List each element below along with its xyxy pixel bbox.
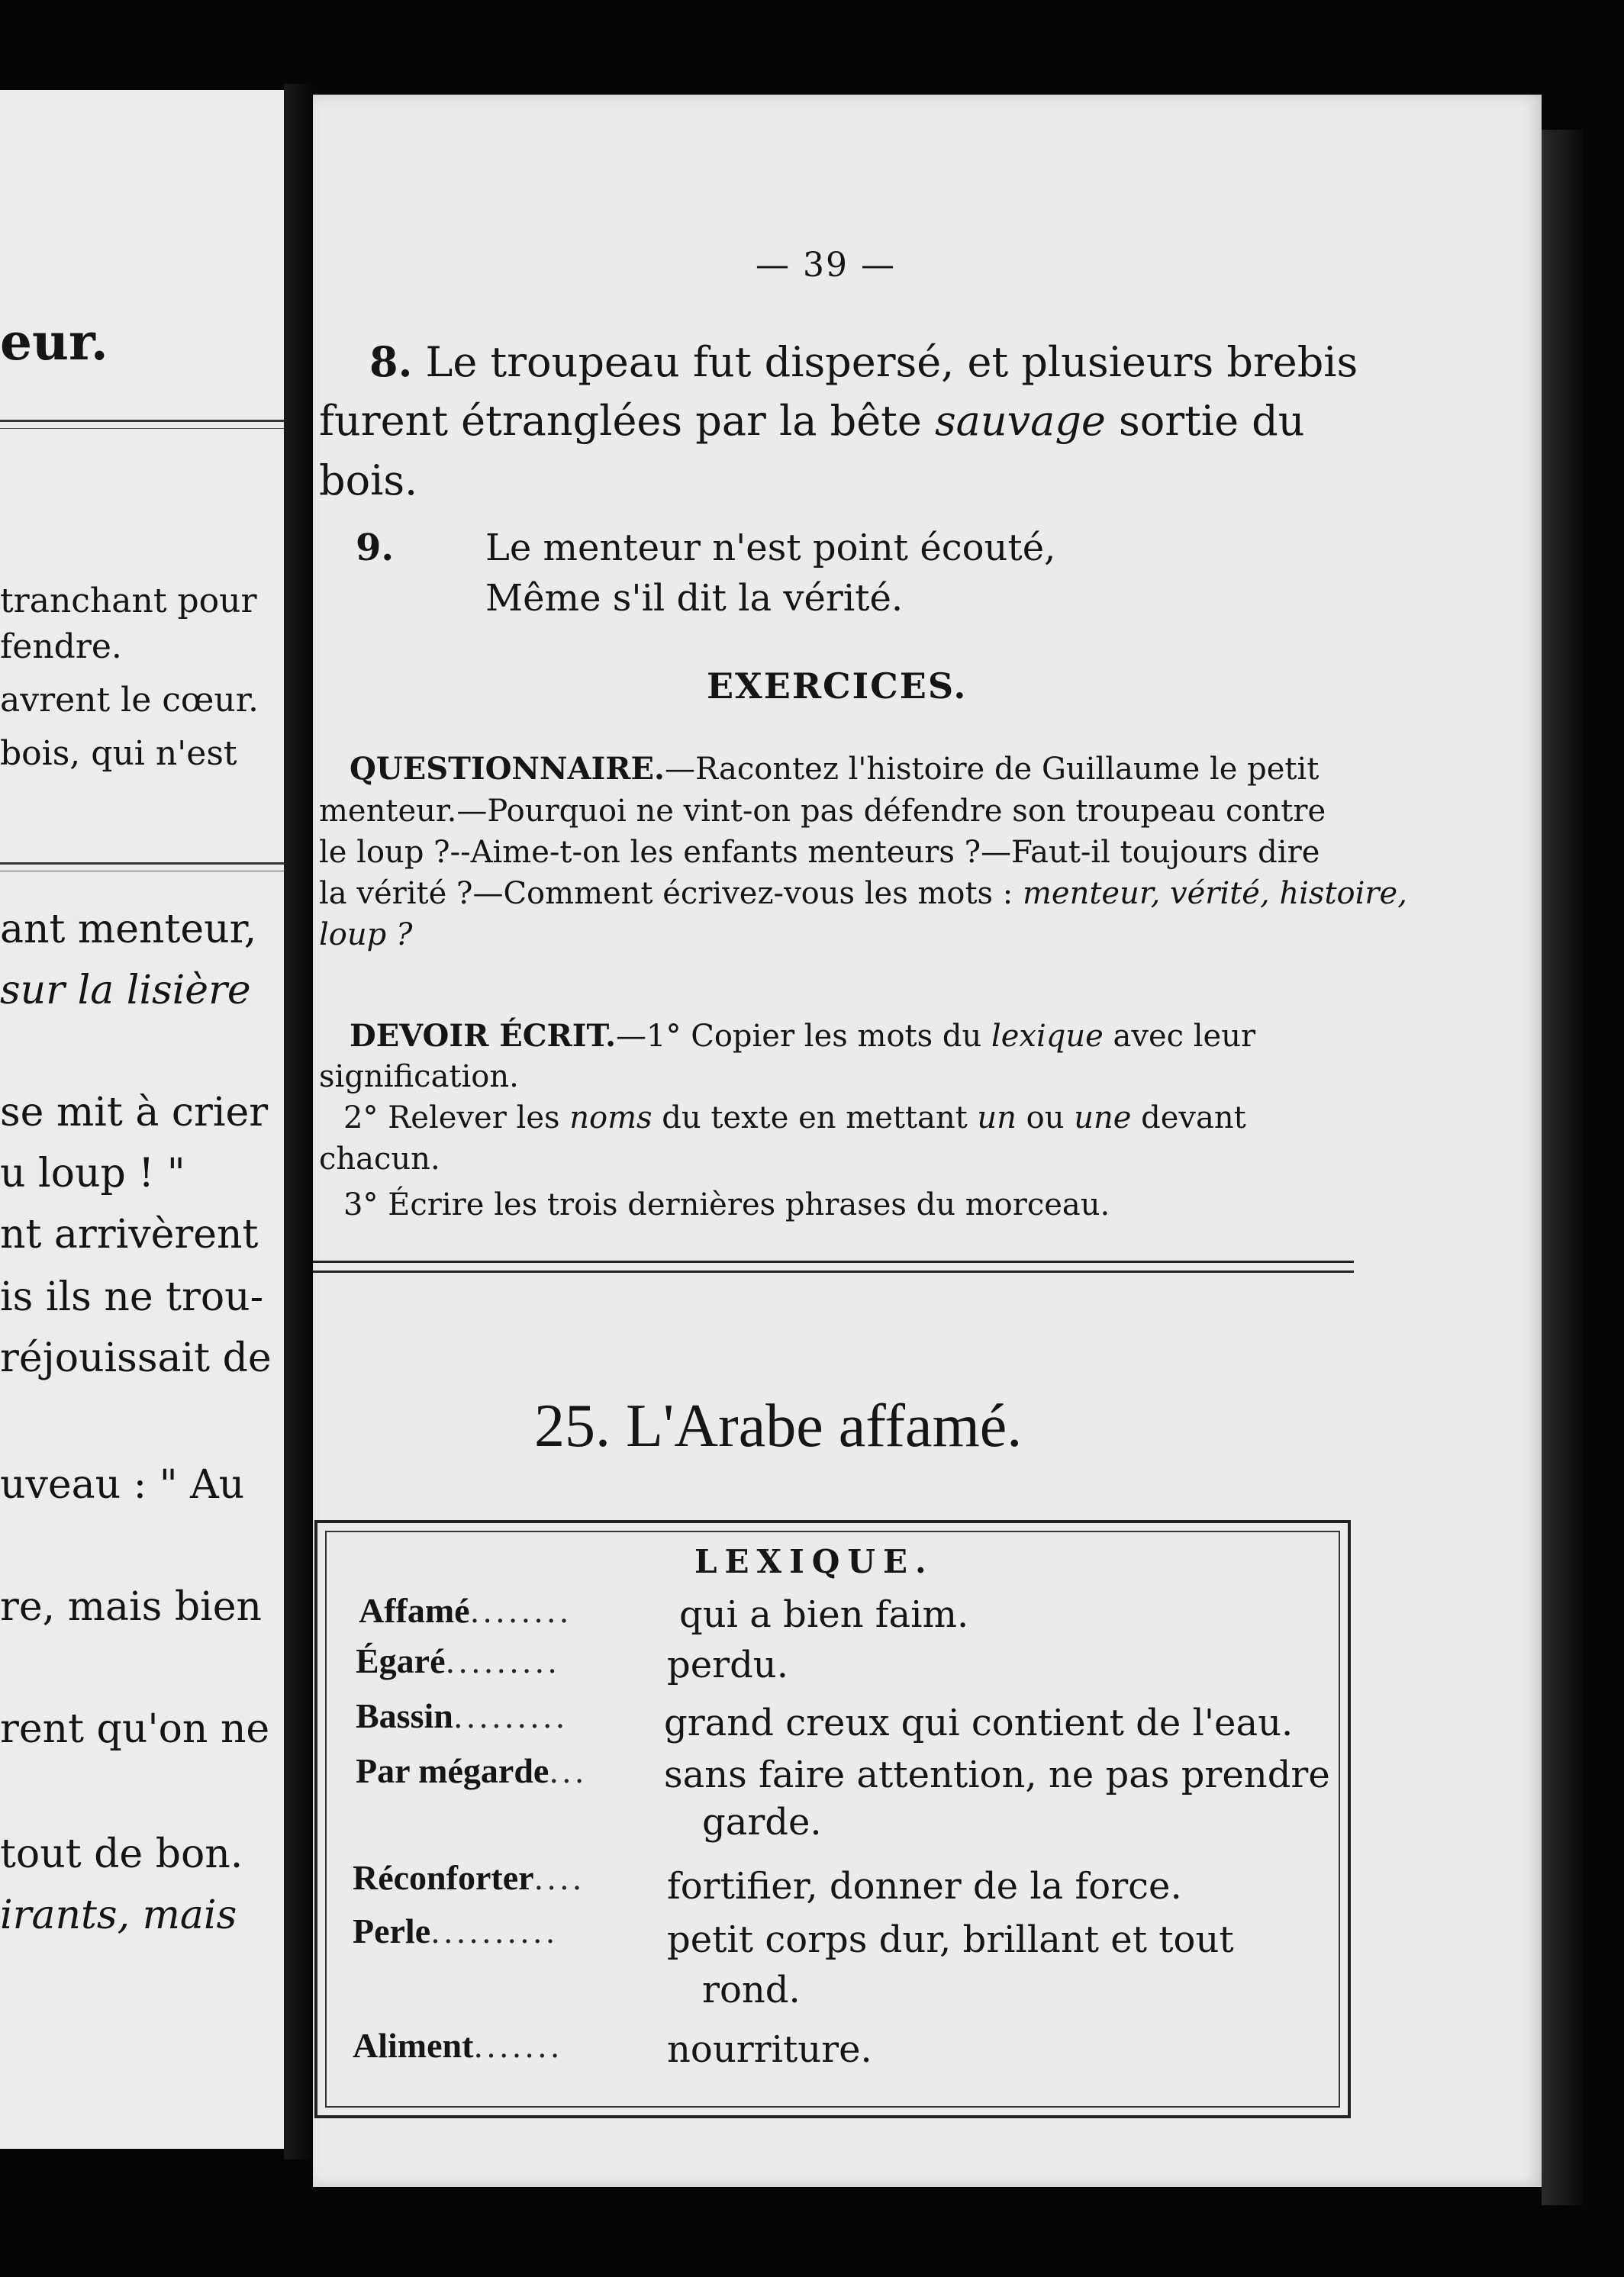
lexique-term: Perle (353, 1911, 431, 1950)
para8-line1 (369, 337, 1358, 386)
devoir-label: DEVOIR ÉCRIT. (350, 1018, 617, 1054)
left-line: avrent le cœur. (0, 681, 259, 720)
lexique-entry (356, 1641, 560, 1681)
questionnaire-line5: loup ? (319, 917, 413, 952)
devoir-italic: un (977, 1100, 1017, 1135)
lexique-dots: ........ (469, 1595, 572, 1630)
questionnaire-text: la vérité ?—Comment écrivez-vous les mots : (319, 876, 1023, 911)
left-line: re, mais bien (0, 1584, 263, 1630)
left-line: se mit à crier (0, 1090, 269, 1135)
left-line: ant menteur, (0, 907, 257, 952)
questionnaire-line4 (319, 876, 1407, 911)
main-page (313, 95, 1542, 2187)
devoir-italic: une (1074, 1100, 1132, 1135)
lexique-definition: nourriture. (667, 2028, 872, 2071)
lexique-definition: fortifier, donner de la force. (667, 1865, 1182, 1908)
lexique-dots: ......... (445, 1645, 560, 1680)
devoir-text: 2° Relever les (343, 1100, 570, 1135)
lexique-entry (359, 1590, 572, 1631)
para8-line3: bois. (319, 456, 418, 504)
left-page-fragment (0, 90, 284, 2149)
lexique-definition-cont: garde. (702, 1801, 822, 1844)
left-line: uveau : " Au (0, 1462, 245, 1508)
lexique-term: Réconforter (353, 1858, 534, 1897)
left-divider (0, 862, 284, 871)
section-divider (313, 1261, 1354, 1273)
lexique-entry (356, 1750, 588, 1791)
para8-text: Le troupeau fut dispersé, et plusieurs brebis (425, 338, 1358, 386)
lexique-definition: grand creux qui contient de l'eau. (664, 1702, 1294, 1744)
lexique-definition: petit corps dur, brillant et tout (667, 1918, 1234, 1961)
questionnaire-italic: menteur, vérité, histoire, (1022, 876, 1407, 911)
devoir-italic: noms (569, 1100, 652, 1135)
lexique-definition: qui a bien faim. (679, 1593, 969, 1636)
left-line: nt arrivèrent (0, 1212, 259, 1258)
para8-line2 (319, 397, 1305, 445)
lexique-title: LEXIQUE. (694, 1543, 934, 1580)
lexique-definition: sans faire attention, ne pas prendre (664, 1754, 1330, 1796)
left-line: tout de bon. (0, 1831, 243, 1877)
para8-number: 8. (369, 337, 413, 386)
para9-number: 9. (356, 527, 395, 569)
lexique-dots: .... (533, 1862, 585, 1897)
lexique-definition-cont: rond. (702, 1969, 801, 2011)
left-divider (0, 420, 284, 429)
left-line: tranchant pour (0, 581, 257, 620)
left-line: fendre. (0, 627, 122, 666)
lexique-term: Par mégarde (356, 1751, 549, 1790)
devoir-text: du texte en mettant (652, 1100, 978, 1135)
left-line: is ils ne trou- (0, 1274, 264, 1320)
questionnaire-line3: le loup ?--Aime-t-on les enfants menteurs ?—Faut-il toujours dire (319, 835, 1320, 870)
lexique-term: Égaré (356, 1641, 446, 1680)
lexique-entry (356, 1696, 568, 1736)
para8-text: sortie du (1105, 397, 1305, 445)
lexique-entry (353, 1911, 558, 1951)
para9-line2: Même s'il dit la vérité. (485, 577, 904, 620)
lesson-title: 25. L'Arabe affamé. (534, 1393, 1023, 1460)
devoir-line1 (350, 1018, 1255, 1054)
para8-italic: sauvage (934, 397, 1106, 445)
page-edge-shadow (1542, 130, 1583, 2205)
devoir-text: —1° Copier les mots du (616, 1019, 991, 1054)
left-line: réjouissait de (0, 1335, 272, 1381)
exercices-heading: EXERCICES. (707, 665, 968, 707)
lexique-dots: ......... (453, 1700, 569, 1735)
devoir-text: ou (1016, 1100, 1075, 1135)
devoir-line4: chacun. (319, 1142, 440, 1177)
lexique-dots: ... (549, 1755, 588, 1790)
questionnaire-line1 (350, 751, 1319, 787)
book-gutter (284, 84, 313, 2159)
para8-text: furent étranglées par la bête (319, 397, 935, 445)
devoir-line3 (343, 1100, 1246, 1135)
devoir-italic: lexique (991, 1019, 1104, 1054)
left-line: irants, mais (0, 1892, 237, 1938)
left-line: u loup ! " (0, 1151, 185, 1196)
lexique-definition: perdu. (667, 1644, 788, 1686)
lexique-entry (353, 2025, 562, 2066)
questionnaire-line2: menteur.—Pourquoi ne vint-on pas défendre son troupeau contre (319, 794, 1326, 829)
left-line: bois, qui n'est (0, 734, 237, 773)
devoir-line2: signification. (319, 1059, 519, 1094)
questionnaire-label: QUESTIONNAIRE. (350, 751, 665, 787)
lexique-entry (353, 1857, 585, 1898)
lexique-term: Bassin (356, 1696, 453, 1735)
left-line: eur. (0, 312, 108, 372)
para9-line1: Le menteur n'est point écouté, (485, 527, 1056, 569)
devoir-text: devant (1131, 1100, 1246, 1135)
devoir-line5: 3° Écrire les trois dernières phrases du morceau. (343, 1187, 1110, 1222)
lexique-term: Affamé (359, 1591, 470, 1630)
left-line: sur la lisière (0, 968, 251, 1013)
questionnaire-text: —Racontez l'histoire de Guillaume le petit (664, 752, 1320, 787)
lexique-term: Aliment (353, 2026, 474, 2065)
left-line: rent qu'on ne (0, 1706, 270, 1752)
devoir-text: avec leur (1103, 1019, 1256, 1054)
lexique-dots: ....... (473, 2030, 563, 2065)
lexique-dots: .......... (430, 1915, 559, 1950)
page-number: — 39 — (756, 246, 896, 285)
